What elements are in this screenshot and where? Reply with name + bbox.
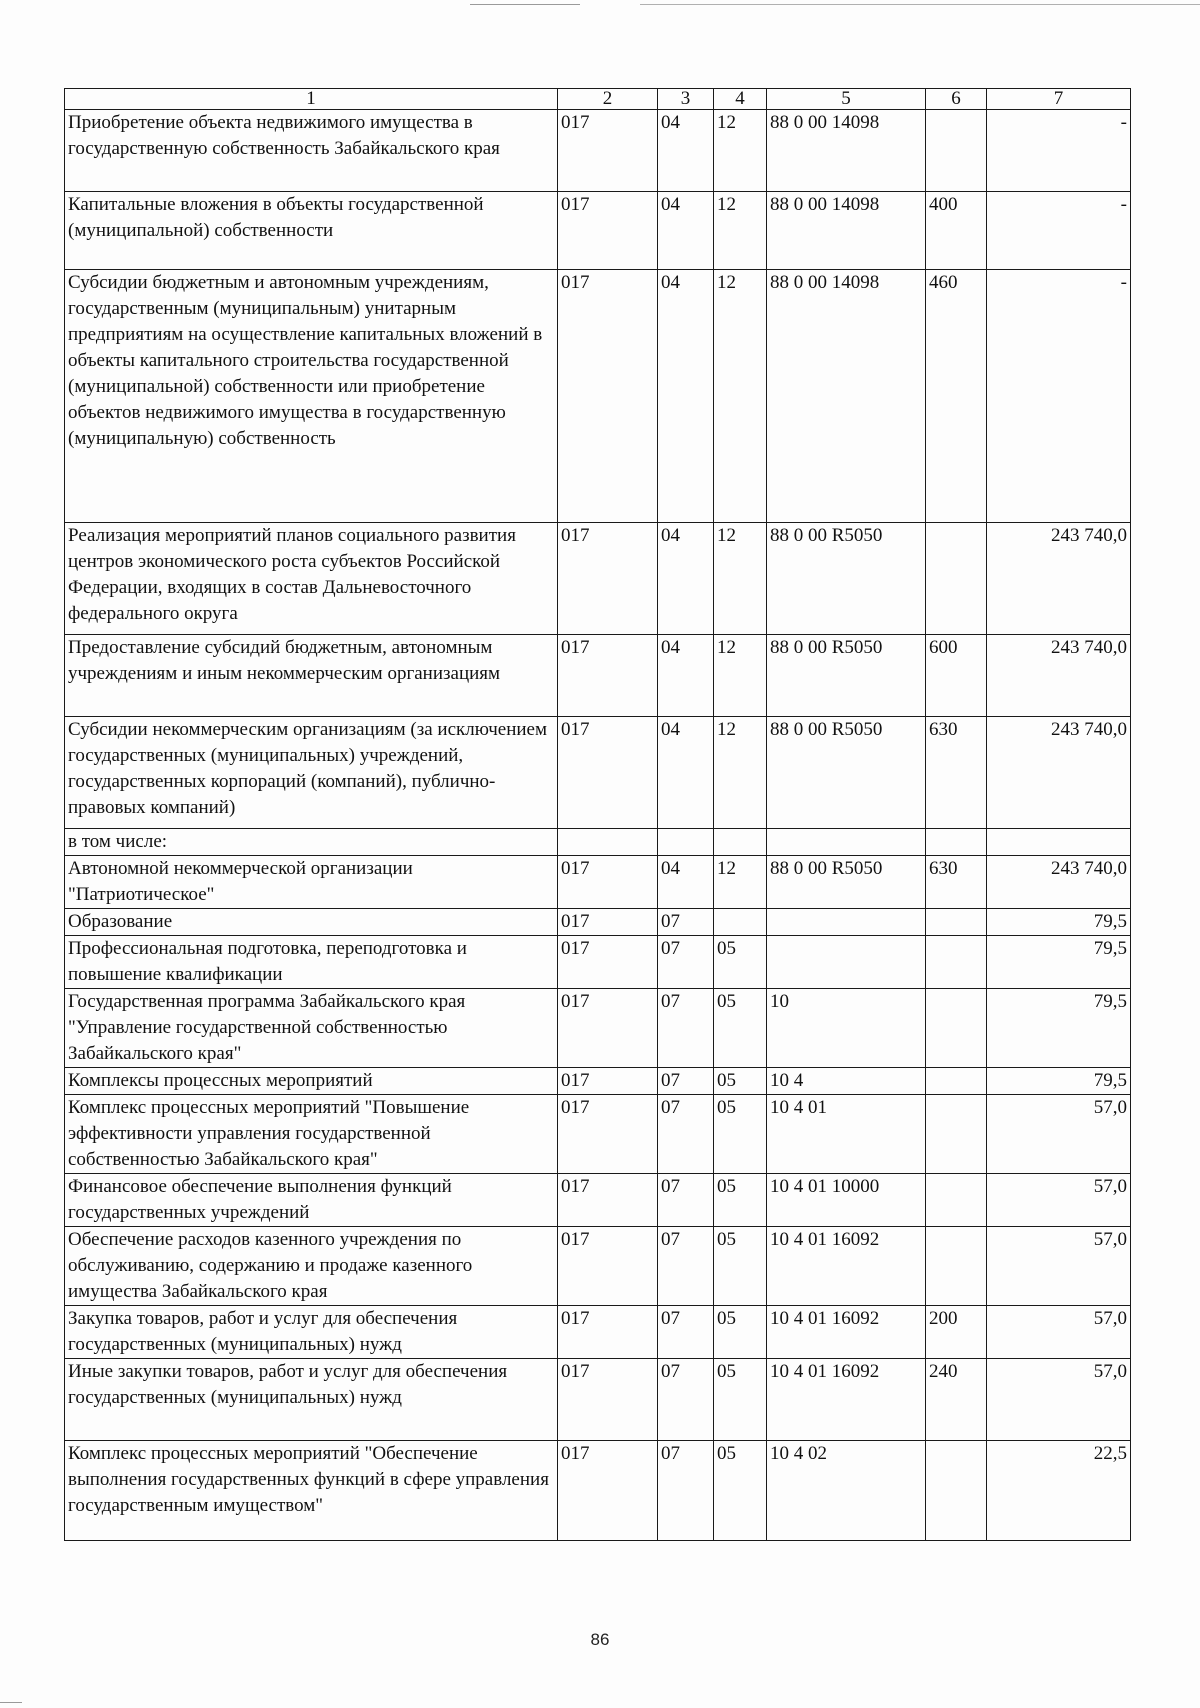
amount-cell: 243 740,0 — [987, 523, 1131, 635]
column-header: 4 — [714, 89, 767, 110]
row-name-cell: Обеспечение расходов казенного учреждения по обслуживанию, содержанию и продаже казенного имущества Забайкальского края — [65, 1227, 558, 1306]
column-header: 5 — [767, 89, 926, 110]
target-article-cell: 88 0 00 R5050 — [767, 635, 926, 717]
ministry-code-cell: 017 — [558, 1068, 658, 1095]
row-name-cell: Реализация мероприятий планов социального развития центров экономического роста субъектов Российской Федерации, входящих в состав Дальневосточного федерального округа — [65, 523, 558, 635]
table-row — [65, 635, 1131, 717]
ministry-code-cell: 017 — [558, 717, 658, 829]
row-name-cell: Закупка товаров, работ и услуг для обеспечения государственных (муниципальных) нужд — [65, 1306, 558, 1359]
row-name-cell: Государственная программа Забайкальского края "Управление государственной собственностью Забайкальского края" — [65, 989, 558, 1068]
expense-type-cell — [926, 989, 987, 1068]
table-row — [65, 936, 1131, 989]
expense-type-cell — [926, 523, 987, 635]
amount-cell: 243 740,0 — [987, 717, 1131, 829]
row-name-cell: Автономной некоммерческой организации "Патриотическое" — [65, 856, 558, 909]
table-row — [65, 1174, 1131, 1227]
target-article-cell: 88 0 00 R5050 — [767, 523, 926, 635]
section-code-cell: 04 — [658, 635, 714, 717]
section-code-cell: 04 — [658, 192, 714, 270]
table-row — [65, 989, 1131, 1068]
section-code-cell: 07 — [658, 1174, 714, 1227]
section-code-cell: 07 — [658, 936, 714, 989]
expense-type-cell: 460 — [926, 270, 987, 523]
amount-cell: - — [987, 110, 1131, 192]
subsection-code-cell: 05 — [714, 1095, 767, 1174]
target-article-cell — [767, 909, 926, 936]
column-header: 7 — [987, 89, 1131, 110]
amount-cell: 79,5 — [987, 1068, 1131, 1095]
row-name-cell: Приобретение объекта недвижимого имущества в государственную собственность Забайкальского края — [65, 110, 558, 192]
ministry-code-cell — [558, 829, 658, 856]
section-code-cell: 07 — [658, 989, 714, 1068]
scan-artifact-line — [470, 4, 580, 5]
ministry-code-cell: 017 — [558, 1441, 658, 1541]
ministry-code-cell: 017 — [558, 989, 658, 1068]
ministry-code-cell: 017 — [558, 936, 658, 989]
section-code-cell: 07 — [658, 1068, 714, 1095]
expense-type-cell — [926, 1174, 987, 1227]
table-row — [65, 1095, 1131, 1174]
expense-type-cell — [926, 936, 987, 989]
table-row — [65, 1359, 1131, 1441]
table-row — [65, 192, 1131, 270]
target-article-cell: 10 4 01 16092 — [767, 1227, 926, 1306]
expense-type-cell — [926, 1441, 987, 1541]
table-header-row — [65, 89, 1131, 110]
row-name-cell: в том числе: — [65, 829, 558, 856]
subsection-code-cell — [714, 829, 767, 856]
subsection-code-cell: 05 — [714, 1227, 767, 1306]
target-article-cell: 88 0 00 R5050 — [767, 856, 926, 909]
amount-cell: 243 740,0 — [987, 856, 1131, 909]
table-row — [65, 110, 1131, 192]
section-code-cell: 07 — [658, 1095, 714, 1174]
ministry-code-cell: 017 — [558, 1095, 658, 1174]
table-row — [65, 856, 1131, 909]
subsection-code-cell: 05 — [714, 989, 767, 1068]
expense-type-cell — [926, 909, 987, 936]
expense-type-cell: 240 — [926, 1359, 987, 1441]
column-header: 1 — [65, 89, 558, 110]
target-article-cell: 10 4 01 16092 — [767, 1359, 926, 1441]
target-article-cell: 10 4 02 — [767, 1441, 926, 1541]
amount-cell: 57,0 — [987, 1227, 1131, 1306]
ministry-code-cell: 017 — [558, 270, 658, 523]
subsection-code-cell: 12 — [714, 856, 767, 909]
section-code-cell: 07 — [658, 1441, 714, 1541]
ministry-code-cell: 017 — [558, 523, 658, 635]
column-header: 3 — [658, 89, 714, 110]
expense-type-cell: 600 — [926, 635, 987, 717]
section-code-cell: 07 — [658, 1227, 714, 1306]
target-article-cell: 10 4 01 — [767, 1095, 926, 1174]
table-row — [65, 717, 1131, 829]
subsection-code-cell: 05 — [714, 936, 767, 989]
amount-cell — [987, 829, 1131, 856]
amount-cell: 22,5 — [987, 1441, 1131, 1541]
expense-type-cell — [926, 1095, 987, 1174]
ministry-code-cell: 017 — [558, 1359, 658, 1441]
amount-cell: 79,5 — [987, 989, 1131, 1068]
subsection-code-cell: 05 — [714, 1441, 767, 1541]
table-row — [65, 1441, 1131, 1541]
table-row — [65, 909, 1131, 936]
target-article-cell: 10 4 — [767, 1068, 926, 1095]
expense-type-cell: 630 — [926, 856, 987, 909]
row-name-cell: Комплекс процессных мероприятий "Повышение эффективности управления государственной собственностью Забайкальского края" — [65, 1095, 558, 1174]
table-row — [65, 270, 1131, 523]
column-header: 2 — [558, 89, 658, 110]
amount-cell: - — [987, 192, 1131, 270]
table-row — [65, 1227, 1131, 1306]
ministry-code-cell: 017 — [558, 1174, 658, 1227]
subsection-code-cell: 12 — [714, 635, 767, 717]
row-name-cell: Иные закупки товаров, работ и услуг для обеспечения государственных (муниципальных) нужд — [65, 1359, 558, 1441]
amount-cell: 243 740,0 — [987, 635, 1131, 717]
amount-cell: 57,0 — [987, 1174, 1131, 1227]
subsection-code-cell: 12 — [714, 523, 767, 635]
target-article-cell: 10 — [767, 989, 926, 1068]
amount-cell: 79,5 — [987, 909, 1131, 936]
row-name-cell: Комплекс процессных мероприятий "Обеспечение выполнения государственных функций в сфере управления государственным имуществом" — [65, 1441, 558, 1541]
target-article-cell: 88 0 00 R5050 — [767, 717, 926, 829]
subsection-code-cell: 12 — [714, 110, 767, 192]
row-name-cell: Финансовое обеспечение выполнения функций государственных учреждений — [65, 1174, 558, 1227]
ministry-code-cell: 017 — [558, 909, 658, 936]
target-article-cell — [767, 936, 926, 989]
scan-artifact-line — [640, 4, 1200, 5]
amount-cell: 57,0 — [987, 1095, 1131, 1174]
subsection-code-cell: 05 — [714, 1068, 767, 1095]
section-code-cell: 07 — [658, 1306, 714, 1359]
subsection-code-cell: 12 — [714, 192, 767, 270]
section-code-cell — [658, 829, 714, 856]
ministry-code-cell: 017 — [558, 856, 658, 909]
section-code-cell: 04 — [658, 110, 714, 192]
expense-type-cell — [926, 829, 987, 856]
subsection-code-cell — [714, 909, 767, 936]
target-article-cell: 88 0 00 14098 — [767, 110, 926, 192]
section-code-cell: 07 — [658, 909, 714, 936]
row-name-cell: Предоставление субсидий бюджетным, автономным учреждениям и иным некоммерческим организациям — [65, 635, 558, 717]
ministry-code-cell: 017 — [558, 1306, 658, 1359]
row-name-cell: Субсидии бюджетным и автономным учреждениям, государственным (муниципальным) унитарным предприятиям на осуществление капитальных вложений в объекты капитального строительства государственной (муниципальной) собственности или приобретение объектов недвижимого имущества в государственную (муниципальную) собственность — [65, 270, 558, 523]
target-article-cell — [767, 829, 926, 856]
row-name-cell: Комплексы процессных мероприятий — [65, 1068, 558, 1095]
section-code-cell: 07 — [658, 1359, 714, 1441]
amount-cell: 79,5 — [987, 936, 1131, 989]
ministry-code-cell: 017 — [558, 635, 658, 717]
target-article-cell: 88 0 00 14098 — [767, 270, 926, 523]
subsection-code-cell: 05 — [714, 1359, 767, 1441]
table-row — [65, 523, 1131, 635]
row-name-cell: Образование — [65, 909, 558, 936]
expense-type-cell — [926, 1227, 987, 1306]
section-code-cell: 04 — [658, 717, 714, 829]
table-row — [65, 1068, 1131, 1095]
expense-type-cell: 200 — [926, 1306, 987, 1359]
column-header: 6 — [926, 89, 987, 110]
section-code-cell: 04 — [658, 270, 714, 523]
table-row — [65, 829, 1131, 856]
scan-artifact-line — [0, 1702, 22, 1703]
row-name-cell: Профессиональная подготовка, переподготовка и повышение квалификации — [65, 936, 558, 989]
page-number: 86 — [590, 1630, 610, 1649]
target-article-cell: 10 4 01 16092 — [767, 1306, 926, 1359]
section-code-cell: 04 — [658, 523, 714, 635]
ministry-code-cell: 017 — [558, 192, 658, 270]
amount-cell: 57,0 — [987, 1306, 1131, 1359]
row-name-cell: Капитальные вложения в объекты государственной (муниципальной) собственности — [65, 192, 558, 270]
expense-type-cell: 400 — [926, 192, 987, 270]
section-code-cell: 04 — [658, 856, 714, 909]
row-name-cell: Субсидии некоммерческим организациям (за исключением государственных (муниципальных) учреждений, государственных корпораций (компаний), публично-правовых компаний) — [65, 717, 558, 829]
amount-cell: 57,0 — [987, 1359, 1131, 1441]
subsection-code-cell: 12 — [714, 270, 767, 523]
ministry-code-cell: 017 — [558, 1227, 658, 1306]
expense-type-cell — [926, 110, 987, 192]
budget-table — [64, 88, 1131, 1541]
ministry-code-cell: 017 — [558, 110, 658, 192]
expense-type-cell — [926, 1068, 987, 1095]
subsection-code-cell: 05 — [714, 1174, 767, 1227]
target-article-cell: 10 4 01 10000 — [767, 1174, 926, 1227]
expense-type-cell: 630 — [926, 717, 987, 829]
subsection-code-cell: 05 — [714, 1306, 767, 1359]
subsection-code-cell: 12 — [714, 717, 767, 829]
amount-cell: - — [987, 270, 1131, 523]
target-article-cell: 88 0 00 14098 — [767, 192, 926, 270]
table-row — [65, 1306, 1131, 1359]
